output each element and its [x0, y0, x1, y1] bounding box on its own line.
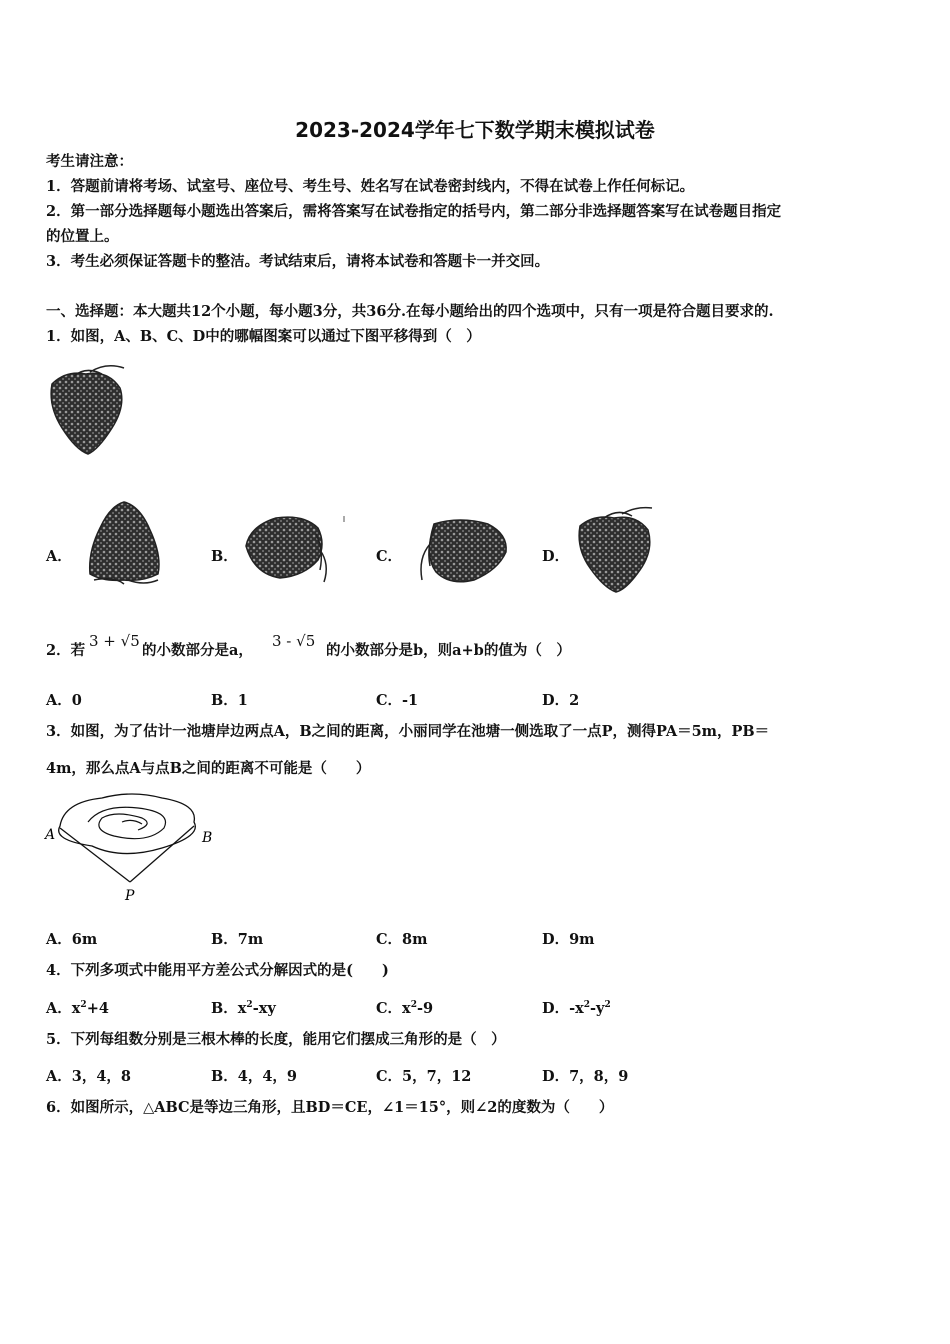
q4-option-d[interactable] — [542, 997, 611, 1018]
question-5-stem: 5．下列每组数分别是三根木棒的长度，能用它们摆成三角形的是（ ） — [46, 1031, 506, 1048]
q1-option-b[interactable]: B． — [211, 548, 238, 565]
q4-option-b[interactable] — [211, 997, 276, 1018]
q2-option-c[interactable]: C．-1 — [376, 692, 419, 709]
pond-figure — [42, 788, 222, 904]
q2-option-a[interactable]: A．0 — [46, 692, 82, 709]
q2-expression-1: 3 + √5 — [89, 632, 140, 650]
q5-option-a[interactable]: A．3，4，8 — [46, 1068, 132, 1085]
q4-option-c-label: C． — [376, 1000, 403, 1017]
q2-option-b[interactable]: B．1 — [211, 692, 248, 709]
q4-option-a-rest: +4 — [86, 1000, 109, 1017]
q4-option-d-base: -x — [569, 1000, 584, 1017]
question-3-stem-line1: 3．如图，为了估计一池塘岸边两点A，B之间的距离，小丽同学在池塘一侧选取了一点P，测得PA＝5m，PB＝ — [46, 723, 770, 740]
q4-option-a-base: x — [71, 1000, 81, 1017]
q4-option-c-rest: -9 — [416, 1000, 434, 1017]
q1-option-c[interactable]: C． — [376, 548, 403, 565]
q3-option-b[interactable]: B．7m — [211, 931, 264, 948]
q4-option-b-rest: -xy — [252, 1000, 276, 1017]
q3-option-d[interactable]: D．9m — [542, 931, 595, 948]
question-2-part3: 的小数部分是b，则a+b的值为（ ） — [326, 642, 571, 659]
q4-option-d-label: D． — [542, 1000, 570, 1017]
q5-option-c[interactable]: C．5，7，12 — [376, 1068, 472, 1085]
point-b-label: B — [202, 830, 213, 846]
q4-option-c-base: x — [402, 1000, 411, 1017]
notice-item-2: 2．第一部分选择题每小题选出答案后，需将答案写在试卷指定的括号内，第二部分非选择题答案写在试卷题目指定 — [46, 203, 782, 220]
q1-option-d[interactable]: D． — [542, 548, 570, 565]
q3-option-c[interactable]: C．8m — [376, 931, 428, 948]
q4-option-a[interactable] — [46, 997, 109, 1018]
q5-option-b[interactable]: B．4，4，9 — [211, 1068, 298, 1085]
notice-item-1: 1．答题前请将考场、试室号、座位号、考生号、姓名写在试卷密封线内，不得在试卷上作任何标记。 — [46, 178, 695, 195]
strawberry-option-a-figure — [84, 496, 164, 588]
q4-option-d-exp: 2 — [583, 1000, 591, 1010]
notice-heading: 考生请注意： — [46, 153, 133, 170]
point-a-label: A — [45, 827, 56, 843]
q2-expression-2: 3 - √5 — [272, 632, 316, 650]
q4-option-d-rest: -y — [590, 1000, 605, 1017]
notice-item-3: 3．考生必须保证答题卡的整洁。考试结束后，请将本试卷和答题卡一并交回。 — [46, 253, 550, 270]
q4-option-b-label: B． — [211, 1000, 238, 1017]
point-p-label: P — [125, 888, 135, 904]
q4-option-a-exp: 2 — [80, 1000, 87, 1010]
q4-option-b-exp: 2 — [246, 1000, 253, 1010]
strawberry-option-d-figure — [574, 504, 658, 596]
q5-option-d[interactable]: D．7，8，9 — [542, 1068, 629, 1085]
question-2-part2: 的小数部分是a， — [142, 642, 253, 659]
question-6-stem: 6．如图所示，△ABC是等边三角形，且BD＝CE，∠1＝15°，则∠2的度数为（ ） — [46, 1099, 614, 1116]
page-title: 2023-2024学年七下数学期末模拟试卷 — [295, 118, 655, 142]
q4-option-b-base: x — [237, 1000, 247, 1017]
question-4-stem: 4．下列多项式中能用平方差公式分解因式的是( ) — [46, 962, 389, 979]
q3-option-a[interactable]: A．6m — [46, 931, 98, 948]
strawberry-reference-figure — [46, 362, 126, 458]
q4-option-c[interactable] — [376, 997, 433, 1018]
question-2-part1: 2．若 — [46, 642, 86, 659]
q2-option-d[interactable]: D．2 — [542, 692, 580, 709]
strawberry-option-b-figure — [240, 510, 350, 586]
q1-option-a[interactable]: A． — [46, 548, 72, 565]
q4-option-a-label: A． — [46, 1000, 72, 1017]
q4-option-d-exp2: 2 — [604, 1000, 611, 1010]
q4-option-c-exp: 2 — [410, 1000, 417, 1010]
section-heading: 一、选择题：本大题共12个小题，每小题3分，共36分.在每小题给出的四个选项中，只有一项是符合题目要求的. — [46, 303, 774, 320]
question-3-stem-line2: 4m，那么点A与点B之间的距离不可能是（ ） — [46, 760, 371, 777]
question-1-stem: 1．如图，A、B、C、D中的哪幅图案可以通过下图平移得到（ ） — [46, 328, 481, 345]
strawberry-option-c-figure — [410, 514, 514, 590]
notice-item-2-cont: 的位置上。 — [46, 228, 119, 245]
